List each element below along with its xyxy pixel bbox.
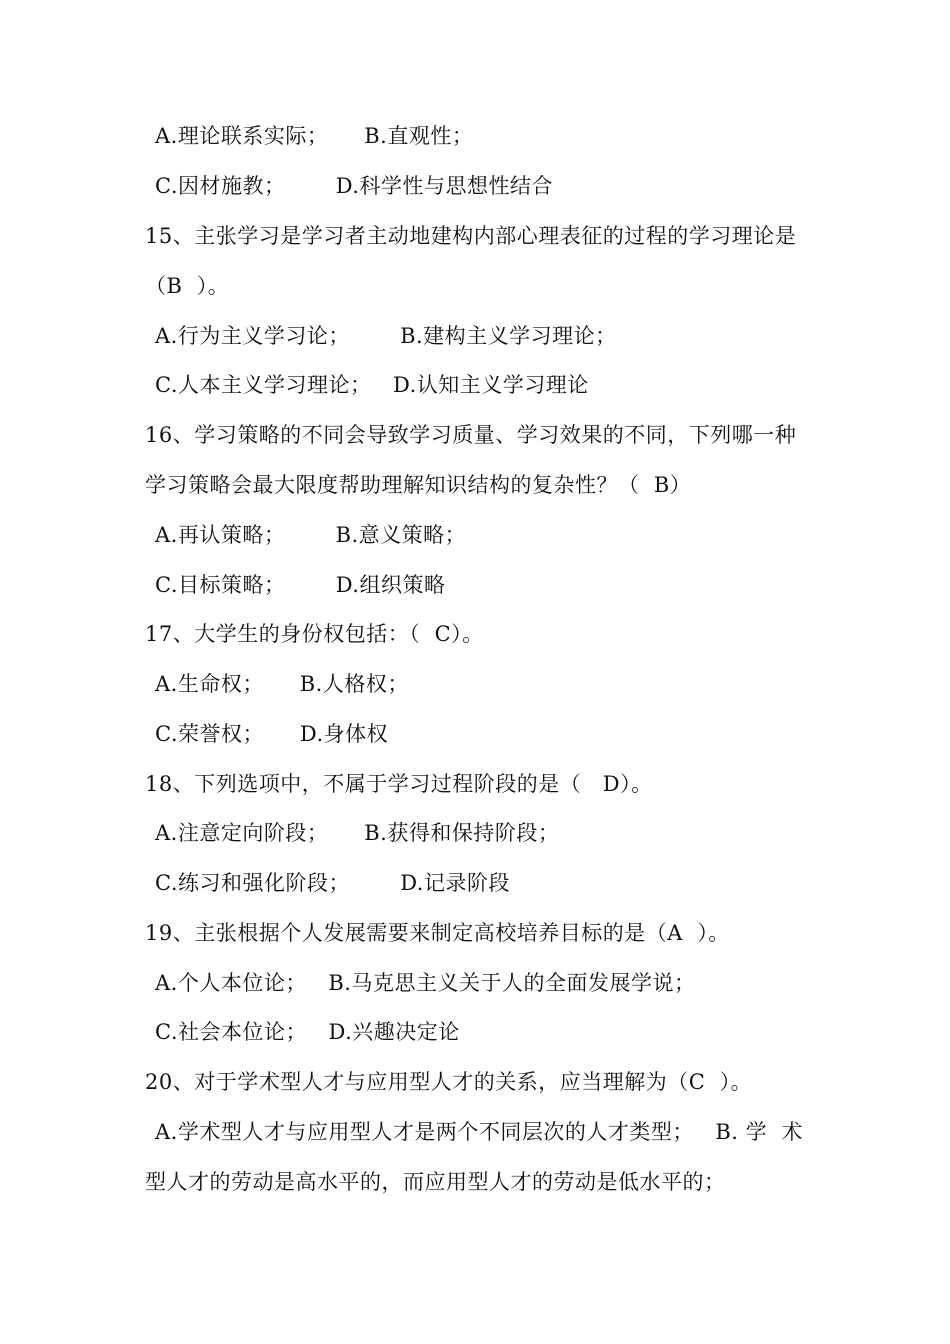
question-18: 18、下列选项中，不属于学习过程阶段的是（ D）。 [145, 772, 653, 796]
question-17: 17、大学生的身份权包括：（ C）。 [145, 622, 484, 646]
option-line: C.社会本位论； D.兴趣决定论 [155, 1020, 460, 1044]
option-line: A.个人本位论； B.马克思主义关于人的全面发展学说； [155, 971, 696, 995]
question-15: 15、主张学习是学习者主动地建构内部心理表征的过程的学习理论是 [145, 224, 797, 248]
question-19: 19、主张根据个人发展需要来制定高校培养目标的是（A ）。 [145, 921, 730, 945]
option-line: C.人本主义学习理论； D.认知主义学习理论 [155, 373, 589, 397]
option-line: C.荣誉权； D.身体权 [155, 722, 389, 746]
question-16-cont: 学习策略会最大限度帮助理解知识结构的复杂性？（ B） [145, 473, 692, 497]
question-20: 20、对于学术型人才与应用型人才的关系，应当理解为（C ）。 [145, 1070, 753, 1094]
option-line: C.因材施教； D.科学性与思想性结合 [155, 174, 553, 198]
question-16: 16、学习策略的不同会导致学习质量、学习效果的不同，下列哪一种 [145, 423, 797, 447]
option-line: A.生命权； B.人格权； [155, 672, 409, 696]
option-line: A.行为主义学习论； B.建构主义学习理论； [155, 324, 617, 348]
option-line: A.学术型人才与应用型人才是两个不同层次的人才类型； B. 学 术 [155, 1120, 803, 1144]
option-line: C.目标策略； D.组织策略 [155, 573, 446, 597]
option-line: A.再认策略； B.意义策略； [155, 523, 467, 547]
option-line: A.注意定向阶段； B.获得和保持阶段； [155, 821, 560, 845]
option-line: C.练习和强化阶段； D.记录阶段 [155, 871, 510, 895]
option-line-cont: 型人才的劳动是高水平的，而应用型人才的劳动是低水平的； [145, 1170, 726, 1194]
option-line: A.理论联系实际； B.直观性； [155, 124, 474, 148]
question-15-answer: （B ）。 [145, 274, 230, 298]
